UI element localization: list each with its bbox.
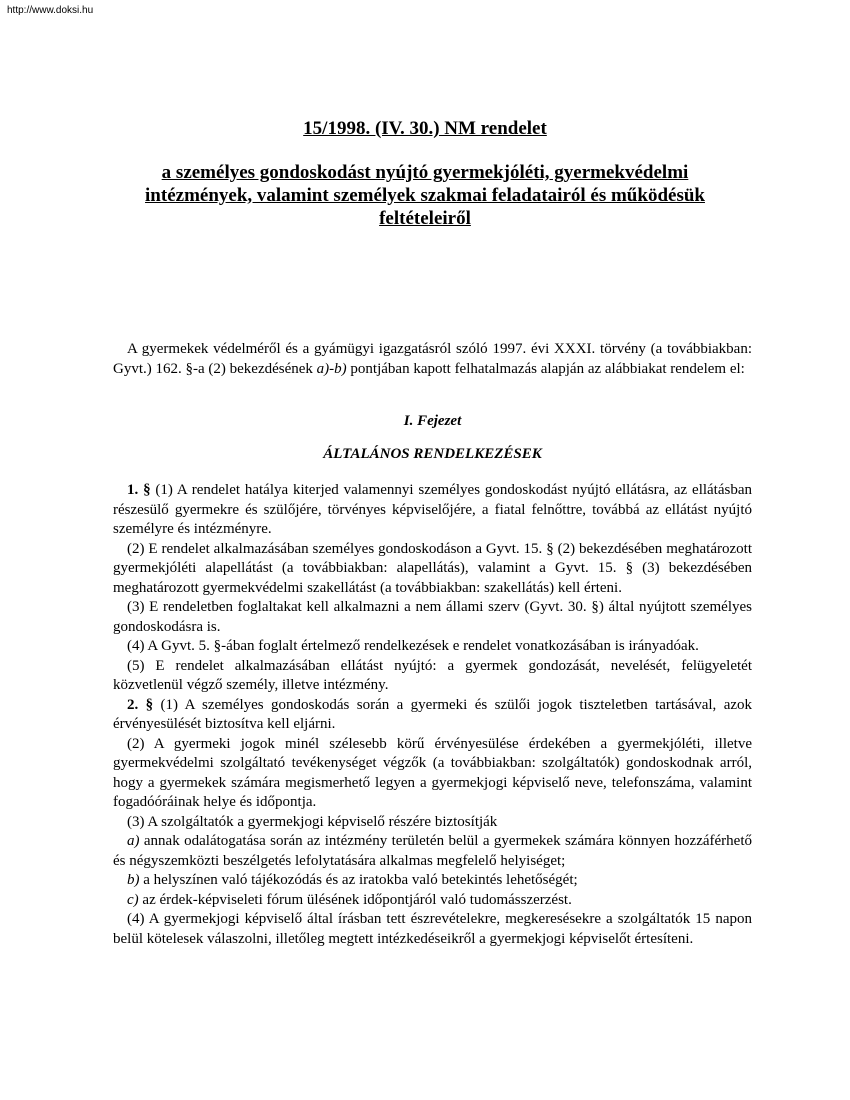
document-title: 15/1998. (IV. 30.) NM rendelet xyxy=(303,118,547,139)
section-1-para-3: (3) E rendeletben foglaltakat kell alkalmazni a nem állami szerv (Gyvt. 30. §) által nyújtott személyes gondoskodásra is. xyxy=(113,599,752,635)
section-2-point-c xyxy=(113,891,752,911)
chapter-heading xyxy=(113,412,752,432)
document-subtitle: a személyes gondoskodást nyújtó gyermekjóléti, gyermekvédelmi intézmények, valamint személyek szakmai feladatairól és működésük feltételeiről xyxy=(145,162,705,229)
section-2-para-1-text: (1) A személyes gondoskodás során a gyermeki és szülői jogok tiszteletben tartásával, azok érvényesülését biztosítva kell eljárni. xyxy=(113,696,753,732)
chapter-title: ÁLTALÁNOS RENDELKEZÉSEK xyxy=(323,446,542,462)
point-c-text: az érdek-képviseleti fórum ülésének időpontjáról való tudomásszerzést. xyxy=(138,891,572,908)
point-a-label: a) xyxy=(127,833,140,849)
provisions xyxy=(113,481,752,949)
section-2-para-4: (4) A gyermekjogi képviselő által írásban tett észrevételekre, megkeresésekre a szolgáltatók 15 napon belül kötelesek válaszolni, illetőleg megtett intézkedéseikről a gyermekjogi képviselőt értesíteni. xyxy=(113,911,752,947)
point-b-label: b) xyxy=(127,872,140,888)
section-2-number: 2. § xyxy=(127,696,154,713)
point-a-text: annak odalátogatása során az intézmény területén belül a gyermekek számára könnyen hozzáférhető és négyszemközti beszélgetés lefolytatására alkalmas megfelelő helyiséget; xyxy=(113,833,752,869)
point-c-label: c) xyxy=(127,891,139,908)
section-1-para-5: (5) E rendelet alkalmazásában ellátást nyújtó: a gyermek gondozását, nevelését, felügyeletét közvetlenül végző személy, illetve intézmény. xyxy=(113,657,752,693)
section-2-para-3: (3) A szolgáltatók a gyermekjogi képviselő részére biztosítják xyxy=(127,813,498,830)
section-1-para-1 xyxy=(113,481,752,540)
source-url[interactable]: http://www.doksi.hu xyxy=(7,5,94,16)
section-2-point-b xyxy=(113,871,752,891)
section-2-point-a xyxy=(113,832,752,871)
section-1-para-1-text: (1) A rendelet hatálya kiterjed valamennyi személyes gondoskodást nyújtó ellátásra, az ellátásban részesülő gyermekre és szülőjére, törvényes képviselőjére, a fiatal felnőttre, továbbá az ellátást nyújtó személyre és intézményre. xyxy=(113,482,753,537)
preamble-text-2: pontjában kapott felhatalmazás alapján az alábbiakat rendelem el: xyxy=(346,360,745,377)
section-1-para-2: (2) E rendelet alkalmazásában személyes gondoskodáson a Gyvt. 15. § (2) bekezdésében meghatározott gyermekjóléti alapellátást (a továbbiakban: alapellátás), valamint a Gyvt. 15. § (3) bekezdésében meghatározott gyermekvédelmi szakellátást (a továbbiakban: szakellátás) kell érteni. xyxy=(113,540,752,596)
chapter-title-block xyxy=(113,445,752,465)
chapter-number: I. Fejezet xyxy=(403,413,462,429)
section-1-number: 1. § xyxy=(127,482,151,498)
preamble-points: a)-b) xyxy=(316,360,347,377)
section-2-para-2: (2) A gyermeki jogok minél szélesebb körű érvényesülése érdekében a gyermekjóléti, illetve gyermekvédelmi szolgáltató tevékenységet végzők (a továbbiakban: szolgáltatók) gondoskodnak arról, hogy a gyermekek számára megismerhető legyen a gyermekjogi képviselő neve, telefonszáma, valamint fogadóóráinak helye és időpontja. xyxy=(113,735,752,810)
point-b-text: a helyszínen való tájékozódás és az iratokba való betekintés lehetőségét; xyxy=(139,872,578,888)
preamble xyxy=(113,340,752,379)
preamble-text-1: A gyermekek védelméről és a gyámügyi igazgatásról szóló 1997. évi XXXI. törvény (a továbbiakban: Gyvt.) 162. §-a (2) bekezdésének xyxy=(113,341,752,377)
section-2-para-1 xyxy=(113,696,752,735)
section-1-para-4: (4) A Gyvt. 5. §-ában foglalt értelmező rendelkezések e rendelet vonatkozásában is irányadóak. xyxy=(127,638,699,654)
